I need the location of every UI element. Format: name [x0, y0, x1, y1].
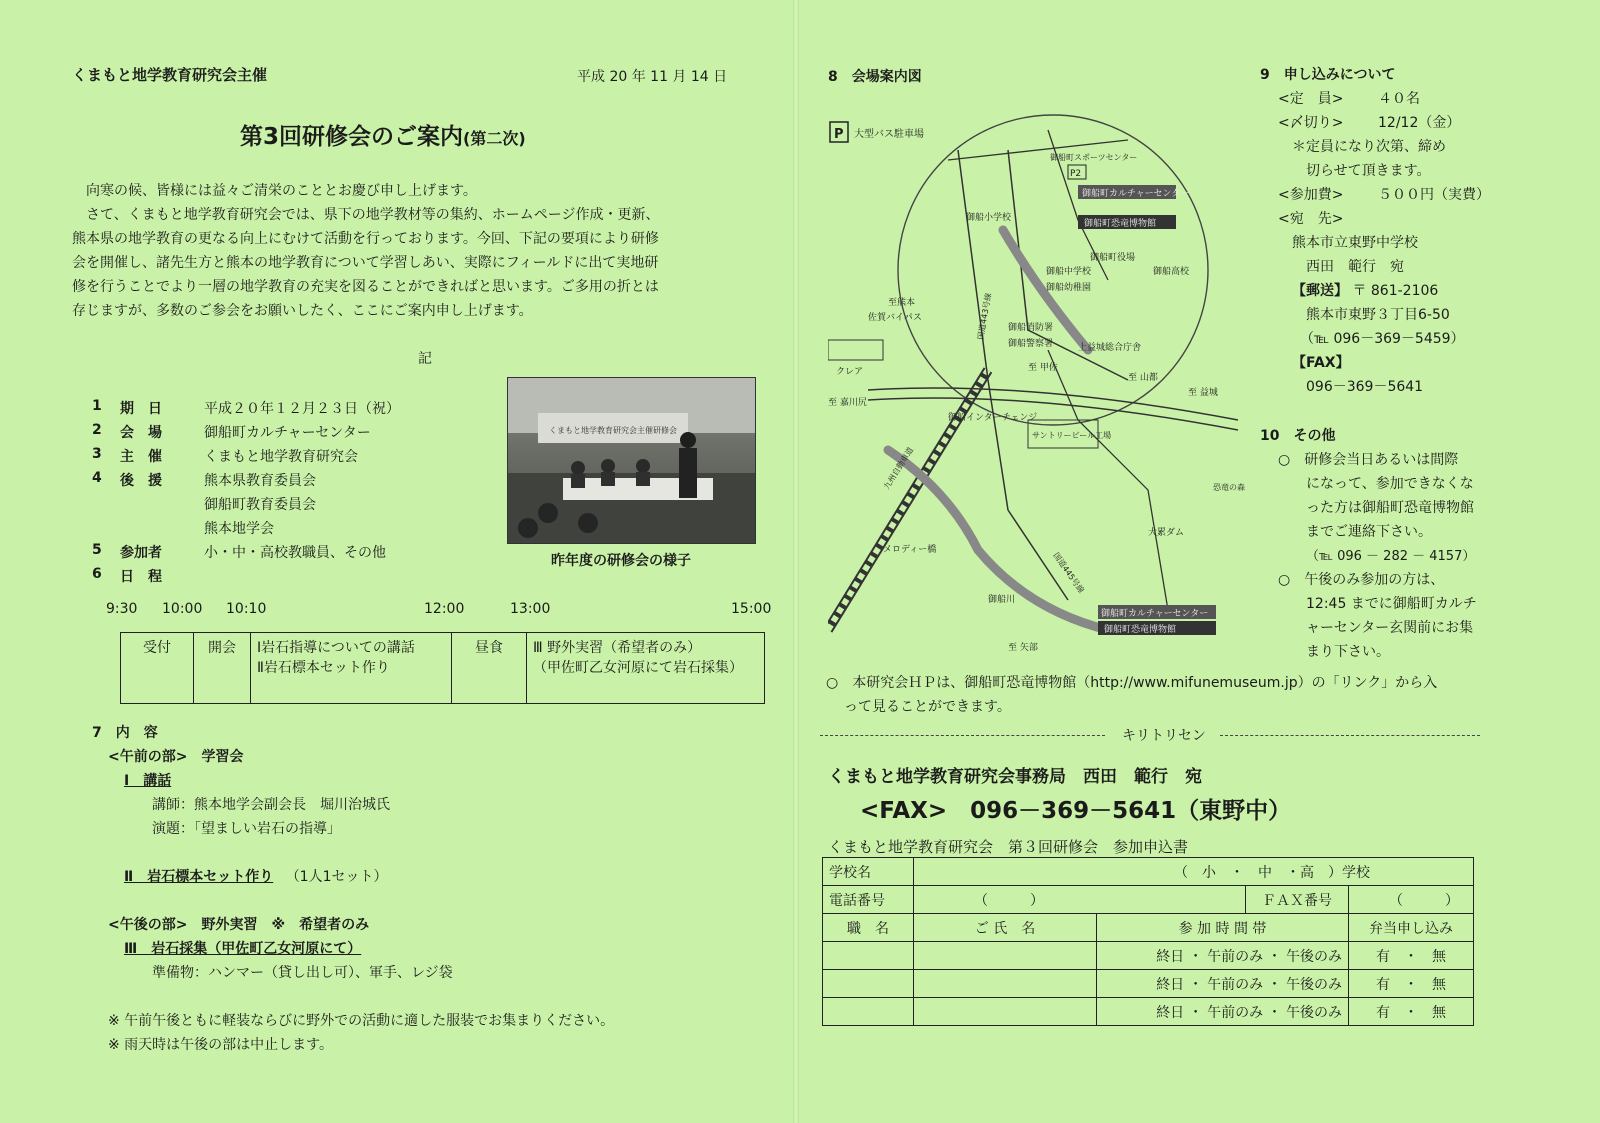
time-label: 9:30: [106, 601, 138, 617]
intro-line-1: 向寒の候、皆様には益々ご清栄のこととお慶び申し上げます。: [86, 183, 477, 199]
intro-line-3: 熊本県の地学教育の更なる向上にむけて活動を行っております。今回、下記の要項により研修: [72, 231, 659, 247]
am-heading: <午前の部> 学習会: [108, 749, 244, 765]
item-label: 期 日: [120, 401, 162, 417]
lunch-options[interactable]: 有 ・ 無: [1349, 942, 1474, 970]
dest-school: 熊本市立東野中学校: [1292, 235, 1418, 251]
set-heading-text: Ⅱ 岩石標本セット作り: [124, 869, 274, 885]
item-value: 御船町教育委員会: [204, 497, 316, 513]
issue-date: 平成 20 年 11 月 14 日: [577, 69, 728, 85]
map-label: 御船幼稚園: [1046, 283, 1092, 293]
fee-key: <参加費>: [1278, 187, 1344, 203]
meeting-photo: [507, 377, 756, 544]
bring-items: 準備物：ハンマー（貸し出し可）、軍手、レジ袋: [152, 965, 453, 981]
map-label: 至 山都: [1128, 373, 1158, 383]
form-entry-row: [823, 998, 1474, 1026]
apply-note: ＊定員になり次第、締め: [1292, 139, 1446, 155]
position-field[interactable]: [823, 998, 914, 1026]
schedule-line: Ⅲ 野外実習（希望者のみ）: [533, 640, 702, 656]
map-label: 大累ダム: [1148, 528, 1185, 538]
collect-heading: Ⅲ 岩石採集（甲佐町乙女河原にて）: [124, 941, 362, 957]
column-header: 参 加 時 間 帯: [1097, 914, 1349, 942]
map-label: P2: [1070, 169, 1082, 179]
lunch-options[interactable]: 有 ・ 無: [1349, 970, 1474, 998]
map-label: クレア: [836, 367, 864, 377]
application-form: [822, 857, 1474, 1026]
pm-heading: <午後の部> 野外実習 ※ 希望者のみ: [108, 917, 370, 933]
title-suffix: (第二次): [463, 129, 526, 148]
cut-line-right: [1220, 735, 1480, 736]
map-label: 御船消防署: [1008, 323, 1054, 333]
column-header: 弁当申し込み: [1349, 914, 1474, 942]
item-no: 3: [92, 446, 102, 462]
item-value: 御船町カルチャーセンター: [204, 425, 371, 441]
map-label: 国道445号線: [1051, 550, 1086, 595]
intro-line-6: 存じますが、多数のご参会をお願いしたく、ここにご案内申し上げます。: [72, 303, 533, 319]
item-value: 平成２０年１２月２３日（祝）: [204, 401, 400, 417]
tel: （℡ 096－369－5459）: [1300, 331, 1465, 347]
apply-value: ４０名: [1378, 91, 1420, 107]
name-field[interactable]: [914, 942, 1097, 970]
map-label: 佐賀バイパス: [868, 313, 922, 323]
schedule-row: [121, 633, 765, 704]
map-label: 恐竜の森: [1213, 483, 1245, 492]
name-field[interactable]: [914, 970, 1097, 998]
tel-field[interactable]: （ ）: [914, 886, 1246, 914]
position-field[interactable]: [823, 970, 914, 998]
other-line: まり下さい。: [1306, 644, 1390, 660]
item-value: くまもと地学教育研究会: [204, 449, 358, 465]
time-label: 12:00: [424, 601, 465, 617]
map-label: 御船中学校: [1046, 267, 1092, 277]
set-heading: [124, 866, 388, 886]
lecture-heading: Ⅰ 講話: [124, 773, 172, 789]
time-label: 10:10: [226, 601, 267, 617]
form-title: くまもと地学教育研究会 第３回研修会 参加申込書: [828, 838, 1189, 856]
map-label: 御船町カルチャーセンター: [1082, 189, 1190, 199]
time-options[interactable]: 終日 ・ 午前のみ ・ 午後のみ: [1097, 998, 1349, 1026]
address: 熊本市東野３丁目6-50: [1306, 307, 1450, 323]
intro-line-5: 修を行うことでより一層の地学教育の充実を図ることができればと思います。ご多用の折とは: [72, 279, 659, 295]
map-heading: 8 会場案内図: [828, 69, 922, 85]
schedule-table: [120, 632, 765, 704]
schedule-line: （甲佐町乙女河原にて岩石採集）: [533, 660, 743, 676]
right-page: [800, 0, 1600, 1123]
left-page: [0, 0, 790, 1123]
item-label: 後 援: [120, 473, 162, 489]
other-line: （℡ 096 － 282 － 4157）: [1306, 549, 1476, 564]
lunch-options[interactable]: 有 ・ 無: [1349, 998, 1474, 1026]
form-label: 電話番号: [823, 886, 914, 914]
post-key: 【郵送】: [1292, 283, 1348, 299]
cut-label: キリトリセン: [1122, 728, 1206, 744]
other-line: までご連絡下さい。: [1306, 524, 1432, 540]
other-line: ○ 午後のみ参加の方は、: [1278, 572, 1445, 588]
hp-note: ○ 本研究会ＨＰは、御船町恐竜博物館（http://www.mifunemuseum.jp）の「リンク」から入: [826, 675, 1438, 691]
cut-line-left: [820, 735, 1105, 736]
post-value: 〒 861-2106: [1352, 283, 1439, 299]
item-value: 熊本地学会: [204, 521, 274, 537]
item-label: 主 催: [120, 449, 162, 465]
access-map: [828, 90, 1248, 660]
map-label: 至 益城: [1188, 388, 1218, 398]
schedule-cell: 昼食: [452, 633, 527, 704]
form-row: [823, 886, 1474, 914]
item-value: 小・中・高校教職員、その他: [204, 545, 386, 561]
column-header: 職 名: [823, 914, 914, 942]
map-label: 大型バス駐車場: [854, 129, 924, 140]
apply-value: 12/12（金）: [1378, 115, 1461, 131]
page-title: [240, 118, 526, 151]
clair-marker: [828, 340, 883, 360]
fax-field[interactable]: （ ）: [1349, 886, 1474, 914]
fax-banner: <FAX> 096－369－5641（東野中）: [860, 798, 1292, 824]
fax-key: 【FAX】: [1292, 355, 1350, 371]
set-note: （1人1セット）: [285, 869, 388, 885]
map-label: 御船町スポーツセンター: [1050, 153, 1138, 162]
map-label: 御船町恐竜博物館: [1104, 625, 1177, 635]
item-no: 1: [92, 398, 102, 414]
map-label: 至熊本: [888, 298, 916, 308]
school-field[interactable]: （ 小 ・ 中 ・高 ）学校: [914, 858, 1474, 886]
form-header-row: [823, 914, 1474, 942]
form-row: [823, 858, 1474, 886]
photo-banner: くまもと地学教育研究会主催研修会: [549, 426, 677, 435]
map-label: 上益城総合庁舎: [1078, 343, 1142, 353]
form-entry-row: [823, 970, 1474, 998]
fee-value: ５００円（実費）: [1378, 187, 1490, 203]
post-line: [1292, 280, 1438, 300]
lecture-title: 演題：「望ましい岩石の指導」: [152, 821, 341, 837]
time-options[interactable]: 終日 ・ 午前のみ ・ 午後のみ: [1097, 942, 1349, 970]
map-label: 御船インターチェンジ: [948, 413, 1038, 423]
apply-key: <定 員>: [1278, 91, 1344, 107]
dest-key: <宛 先>: [1278, 211, 1344, 227]
title-main: 第3回研修会のご案内: [240, 124, 464, 150]
column-header: ご 氏 名: [914, 914, 1097, 942]
schedule-cell: 開会: [194, 633, 251, 704]
time-label: 13:00: [510, 601, 551, 617]
note-clothing: ※ 午前午後ともに軽装ならびに野外での活動に適した服装でお集まりください。: [108, 1013, 615, 1029]
schedule-cell: [527, 633, 765, 704]
hp-note: って見ることができます。: [844, 699, 1011, 715]
time-options[interactable]: 終日 ・ 午前のみ ・ 午後のみ: [1097, 970, 1349, 998]
item-label: 参加者: [120, 545, 162, 561]
office-address: くまもと地学教育研究会事務局 西田 範行 宛: [828, 767, 1202, 787]
item-label: 会 場: [120, 425, 162, 441]
map-label: 御船町恐竜博物館: [1084, 219, 1157, 229]
map-label: 御船町カルチャーセンター: [1101, 609, 1209, 619]
intro-line-4: 会を開催し、諸先生方と熊本の地学教育について学習しあい、実際にフィールドに出て実地研: [72, 255, 659, 271]
schedule-cell: [251, 633, 452, 704]
schedule-line: Ⅰ岩石指導についての講話: [257, 640, 415, 656]
photo-caption: 昨年度の研修会の様子: [551, 553, 691, 569]
other-line: ○ 研修会当日あるいは間際: [1278, 452, 1459, 468]
map-label: 国道443号線: [976, 292, 994, 341]
map-label: サントリービール工場: [1032, 431, 1112, 440]
apply-note: 切らせて頂きます。: [1306, 163, 1431, 179]
apply-heading: 9 申し込みについて: [1260, 67, 1396, 83]
map-label: 御船町役場: [1090, 253, 1136, 263]
item-no: 6: [92, 566, 102, 582]
form-label: 学校名: [823, 858, 914, 886]
map-label: 至 甲佐: [1028, 363, 1058, 373]
intro-line-2: さて、くまもと地学教育研究会では、県下の地学教材等の集約、ホームページ作成・更新、: [86, 207, 660, 223]
position-field[interactable]: [823, 942, 914, 970]
name-field[interactable]: [914, 998, 1097, 1026]
ki-mark: 記: [418, 351, 432, 367]
map-label: 至 矢部: [1008, 643, 1038, 653]
schedule-cell: 受付: [121, 633, 194, 704]
lecturer: 講師：熊本地学会副会長 堀川治城氏: [152, 797, 390, 813]
time-label: 10:00: [162, 601, 203, 617]
map-label: 御船警察署: [1008, 339, 1054, 349]
other-line: になって、参加できなくな: [1306, 476, 1474, 492]
apply-key: <〆切り>: [1278, 115, 1344, 131]
fax-value: 096－369－5641: [1306, 379, 1424, 395]
organizer: くまもと地学教育研究会主催: [72, 66, 268, 84]
item-no: 4: [92, 470, 102, 486]
item-label: 日 程: [120, 569, 162, 585]
other-heading: 10 その他: [1260, 428, 1336, 444]
item-no: 5: [92, 542, 102, 558]
content-heading: 7 内 容: [92, 725, 158, 741]
other-line: った方は御船町恐竜博物館: [1306, 500, 1474, 516]
time-label: 15:00: [731, 601, 772, 617]
map-label: 九州自動車道: [882, 445, 916, 492]
item-value: 熊本県教育委員会: [204, 473, 316, 489]
map-label: メロディー橋: [883, 545, 937, 555]
form-label: ＦＡＸ番号: [1246, 886, 1349, 914]
meeting-photo-drawing: [508, 378, 755, 543]
dest-person: 西田 範行 宛: [1306, 259, 1404, 275]
map-label: 至 嘉川尻: [828, 398, 867, 408]
map-label: 御船高校: [1153, 267, 1190, 277]
fold-line: [793, 0, 799, 1123]
form-entry-row: [823, 942, 1474, 970]
other-line: ャーセンター玄関前にお集: [1306, 620, 1474, 636]
map-label: 御船川: [988, 595, 1016, 605]
item-no: 2: [92, 422, 102, 438]
other-line: 12:45 までに御船町カルチ: [1306, 596, 1477, 612]
map-label: P: [834, 127, 844, 142]
note-rain: ※ 雨天時は午後の部は中止します。: [108, 1037, 334, 1053]
schedule-line: Ⅱ岩石標本セット作り: [257, 660, 390, 676]
map-label: 御船小学校: [966, 213, 1012, 223]
access-map-drawing: [828, 90, 1248, 660]
